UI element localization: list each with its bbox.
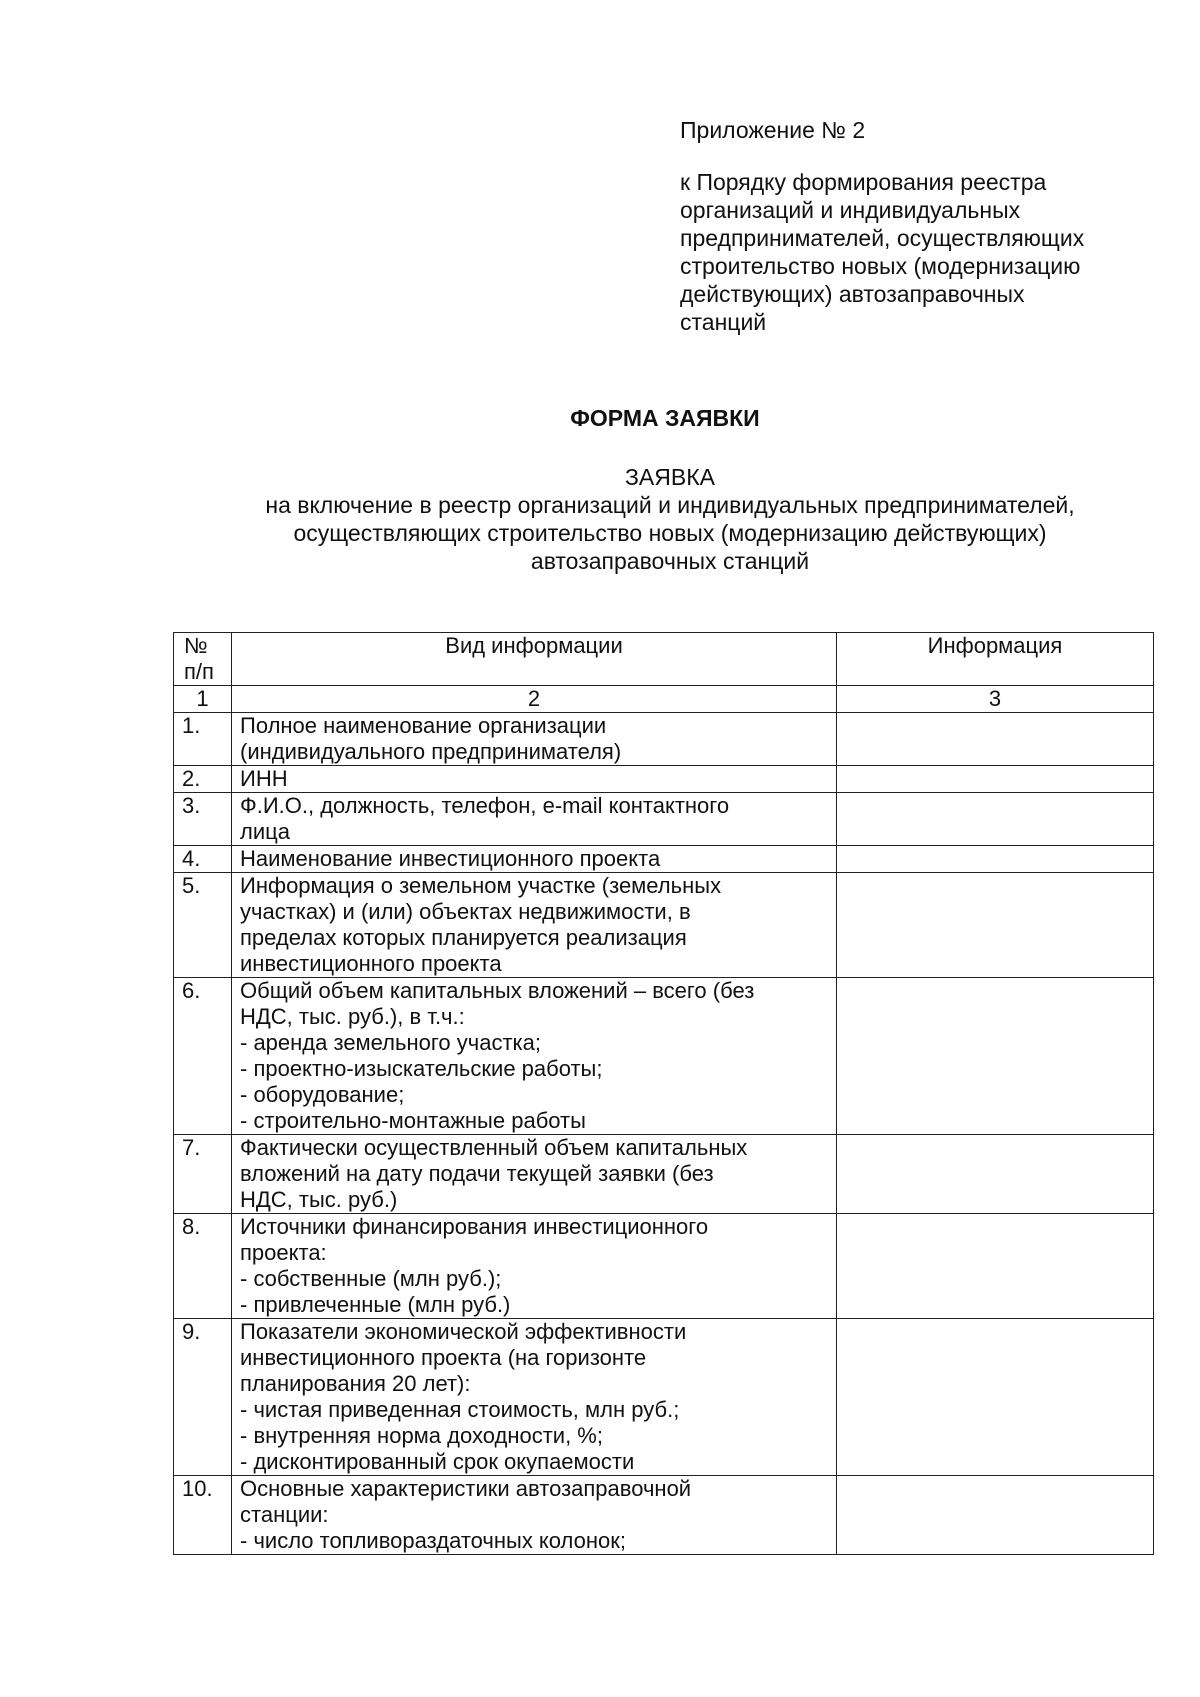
row-info-field[interactable] bbox=[837, 1476, 1154, 1555]
row-info-type: Полное наименование организации (индивидуального предпринимателя) bbox=[232, 713, 837, 766]
row-info-field[interactable] bbox=[837, 978, 1154, 1135]
index-cell: 1 bbox=[174, 686, 232, 713]
row-info-type: Наименование инвестиционного проекта bbox=[232, 846, 837, 873]
appendix-text: к Порядку формирования реестра организаций и индивидуальных предпринимателей, осуществляющих строительство новых (модернизацию действующих) автозаправочных станций bbox=[680, 169, 1085, 335]
row-info-field[interactable] bbox=[837, 713, 1154, 766]
row-info-type: Информация о земельном участке (земельных участках) и (или) объектах недвижимости, в пределах которых планируется реализация инвестиционного проекта bbox=[232, 873, 837, 978]
row-number: 8. bbox=[174, 1214, 232, 1319]
table-row bbox=[174, 793, 1154, 846]
application-form-table bbox=[173, 632, 1154, 1555]
application-heading: ЗАЯВКА bbox=[625, 464, 715, 490]
row-number: 4. bbox=[174, 846, 232, 873]
row-info-field[interactable] bbox=[837, 846, 1154, 873]
table-row bbox=[174, 1135, 1154, 1214]
row-info-field[interactable] bbox=[837, 1214, 1154, 1319]
table-row bbox=[174, 978, 1154, 1135]
table-row bbox=[174, 766, 1154, 793]
index-cell: 2 bbox=[232, 686, 837, 713]
row-info-field[interactable] bbox=[837, 873, 1154, 978]
table-row bbox=[174, 1319, 1154, 1476]
table-row bbox=[174, 1214, 1154, 1319]
row-number: 5. bbox=[174, 873, 232, 978]
appendix-block bbox=[680, 116, 1160, 336]
row-info-field[interactable] bbox=[837, 1135, 1154, 1214]
header-info: Информация bbox=[837, 633, 1154, 686]
application-subtitle: на включение в реестр организаций и индивидуальных предпринимателей, осуществляющих строительство новых (модернизацию действующих) автозаправочных станций bbox=[265, 492, 1075, 574]
table-row bbox=[174, 873, 1154, 978]
row-info-field[interactable] bbox=[837, 766, 1154, 793]
header-number: № п/п bbox=[174, 633, 232, 686]
index-cell: 3 bbox=[837, 686, 1154, 713]
row-info-type: Источники финансирования инвестиционного проекта: - собственные (млн руб.); - привлеченные (млн руб.) bbox=[232, 1214, 837, 1319]
row-info-type: Показатели экономической эффективности инвестиционного проекта (на горизонте планирования 20 лет): - чистая приведенная стоимость, млн руб.; - внутренняя норма доходности, %; - дисконтированный срок окупаемости bbox=[232, 1319, 837, 1476]
row-number: 10. bbox=[174, 1476, 232, 1555]
table-header-row bbox=[174, 633, 1154, 686]
row-info-type: ИНН bbox=[232, 766, 837, 793]
row-number: 6. bbox=[174, 978, 232, 1135]
row-number: 9. bbox=[174, 1319, 232, 1476]
row-number: 7. bbox=[174, 1135, 232, 1214]
header-info-type: Вид информации bbox=[232, 633, 837, 686]
row-info-field[interactable] bbox=[837, 1319, 1154, 1476]
application-title-block bbox=[140, 463, 1200, 575]
row-number: 2. bbox=[174, 766, 232, 793]
row-info-type: Ф.И.О., должность, телефон, e-mail контактного лица bbox=[232, 793, 837, 846]
appendix-number: Приложение № 2 bbox=[680, 117, 866, 143]
row-info-type: Фактически осуществленный объем капитальных вложений на дату подачи текущей заявки (без НДС, тыс. руб.) bbox=[232, 1135, 837, 1214]
table-row bbox=[174, 1476, 1154, 1555]
row-number: 1. bbox=[174, 713, 232, 766]
table-index-row bbox=[174, 686, 1154, 713]
table-row bbox=[174, 713, 1154, 766]
row-info-field[interactable] bbox=[837, 793, 1154, 846]
table-row bbox=[174, 846, 1154, 873]
row-number: 3. bbox=[174, 793, 232, 846]
row-info-type: Основные характеристики автозаправочной станции: - число топливораздаточных колонок; bbox=[232, 1476, 837, 1555]
form-title: ФОРМА ЗАЯВКИ bbox=[570, 405, 760, 431]
row-info-type: Общий объем капитальных вложений – всего (без НДС, тыс. руб.), в т.ч.: - аренда земельного участка; - проектно-изыскательские работы; - оборудование; - строительно-монтажные работы bbox=[232, 978, 837, 1135]
